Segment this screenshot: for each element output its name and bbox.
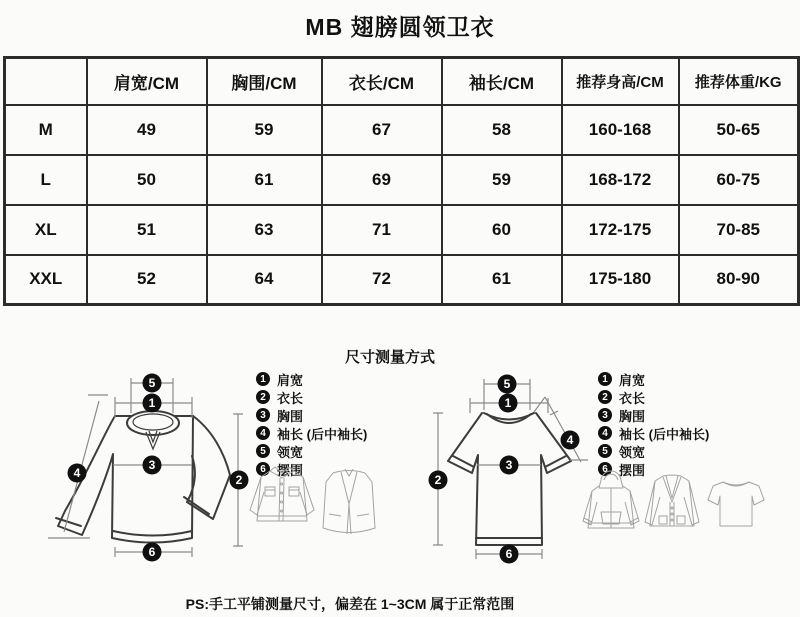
legend-item <box>598 390 709 404</box>
size-cell: XXL <box>5 255 87 305</box>
size-cell: L <box>5 155 87 205</box>
value-cell: 61 <box>442 255 562 305</box>
marker-shoulder-width <box>143 394 162 413</box>
legend-item <box>256 408 367 422</box>
value-cell: 80-90 <box>679 255 799 305</box>
value-cell: 71 <box>322 205 442 255</box>
legend-item <box>598 444 709 458</box>
svg-text:4: 4 <box>73 466 81 480</box>
legend-label: 袖长 (后中袖长) <box>277 426 368 442</box>
marker-hem-width <box>500 545 519 564</box>
legend-label: 领宽 <box>277 444 304 460</box>
marker-sleeve-length <box>561 431 580 450</box>
svg-text:5: 5 <box>148 376 156 390</box>
table-row <box>5 205 799 255</box>
marker-hem-width <box>143 543 162 562</box>
value-cell: 160-168 <box>562 105 679 155</box>
value-cell: 168-172 <box>562 155 679 205</box>
cardigan-sketch <box>645 475 699 526</box>
legend-right <box>598 372 709 476</box>
legend-label: 肩宽 <box>277 372 304 388</box>
size-cell: M <box>5 105 87 155</box>
svg-text:1: 1 <box>504 396 512 410</box>
table-row <box>5 255 799 305</box>
legend-item <box>256 372 367 386</box>
legend-item <box>256 444 367 458</box>
legend-label: 胸围 <box>277 408 304 424</box>
svg-text:5: 5 <box>503 377 511 391</box>
legend-item <box>256 390 367 404</box>
legend-label: 袖长 (后中袖长) <box>619 426 710 442</box>
value-cell: 52 <box>87 255 207 305</box>
value-cell: 64 <box>207 255 322 305</box>
legend-number-badge: 5 <box>256 444 270 458</box>
legend-number-badge: 6 <box>256 462 270 476</box>
header-sleeve: 袖长/CM <box>442 58 562 105</box>
denim-jacket-sketch <box>250 467 314 521</box>
size-cell: XL <box>5 205 87 255</box>
legend-number-badge: 6 <box>598 462 612 476</box>
marker-garment-length <box>230 471 249 490</box>
header-shoulder: 肩宽/CM <box>87 58 207 105</box>
header-height: 推荐身高/CM <box>562 58 679 105</box>
measurement-diagrams <box>0 368 800 596</box>
value-cell: 51 <box>87 205 207 255</box>
value-cell: 69 <box>322 155 442 205</box>
tshirt-outline <box>448 413 571 545</box>
legend-number-badge: 5 <box>598 444 612 458</box>
legend-label: 衣长 <box>277 390 304 406</box>
legend-label: 胸围 <box>619 408 646 424</box>
table-row <box>5 105 799 155</box>
sweatshirt-measurement-diagram <box>20 368 260 596</box>
blazer-sketch <box>323 469 375 534</box>
legend-number-badge: 1 <box>598 372 612 386</box>
marker-sleeve-length <box>68 464 87 483</box>
value-cell: 58 <box>442 105 562 155</box>
garment-sketches-right <box>580 464 770 559</box>
table-row <box>5 155 799 205</box>
svg-text:3: 3 <box>148 458 156 472</box>
legend-number-badge: 2 <box>598 390 612 404</box>
legend-item <box>598 426 709 440</box>
legend-label: 领宽 <box>619 444 646 460</box>
tshirt-measurement-diagram <box>420 368 600 596</box>
marker-shoulder-width <box>499 394 518 413</box>
value-cell: 50 <box>87 155 207 205</box>
svg-text:4: 4 <box>566 433 574 447</box>
value-cell: 59 <box>442 155 562 205</box>
legend-number-badge: 2 <box>256 390 270 404</box>
header-chest: 胸围/CM <box>207 58 322 105</box>
value-cell: 175-180 <box>562 255 679 305</box>
tshirt-sketch <box>708 482 764 526</box>
marker-chest <box>143 456 162 475</box>
legend-item <box>256 426 367 440</box>
value-cell: 63 <box>207 205 322 255</box>
header-length: 衣长/CM <box>322 58 442 105</box>
legend-label: 衣长 <box>619 390 646 406</box>
marker-neck-width <box>498 375 517 394</box>
legend-label: 摆围 <box>277 462 304 478</box>
crewneck-collar <box>127 411 179 435</box>
svg-text:2: 2 <box>235 473 243 487</box>
marker-garment-length <box>429 471 448 490</box>
measurement-section-title: 尺寸测量方式 <box>344 349 435 366</box>
svg-text:3: 3 <box>505 458 513 472</box>
size-table-header-row <box>5 58 799 105</box>
legend-number-badge: 3 <box>598 408 612 422</box>
value-cell: 59 <box>207 105 322 155</box>
legend-label: 肩宽 <box>619 372 646 388</box>
legend-number-badge: 4 <box>598 426 612 440</box>
value-cell: 50-65 <box>679 105 799 155</box>
measurement-note: PS:手工平铺测量尺寸，偏差在 1~3CM 属于正常范围 <box>185 596 515 612</box>
header-weight: 推荐体重/KG <box>679 58 799 105</box>
value-cell: 60 <box>442 205 562 255</box>
hoodie-sketch <box>583 471 639 528</box>
garment-sketches-left <box>248 460 393 560</box>
header-blank <box>5 58 87 105</box>
svg-text:2: 2 <box>434 473 442 487</box>
marker-neck-width <box>143 374 162 393</box>
value-cell: 70-85 <box>679 205 799 255</box>
legend-number-badge: 4 <box>256 426 270 440</box>
value-cell: 72 <box>322 255 442 305</box>
svg-text:6: 6 <box>148 545 156 559</box>
size-table <box>3 56 800 306</box>
marker-chest <box>500 456 519 475</box>
value-cell: 61 <box>207 155 322 205</box>
legend-number-badge: 1 <box>256 372 270 386</box>
value-cell: 49 <box>87 105 207 155</box>
legend-item <box>598 408 709 422</box>
value-cell: 67 <box>322 105 442 155</box>
value-cell: 172-175 <box>562 205 679 255</box>
legend-label: 摆围 <box>619 462 646 478</box>
svg-text:1: 1 <box>148 396 156 410</box>
svg-text:6: 6 <box>505 547 513 561</box>
legend-item <box>598 372 709 386</box>
legend-number-badge: 3 <box>256 408 270 422</box>
value-cell: 60-75 <box>679 155 799 205</box>
page-title: MB 翅膀圆领卫衣 <box>305 14 495 40</box>
